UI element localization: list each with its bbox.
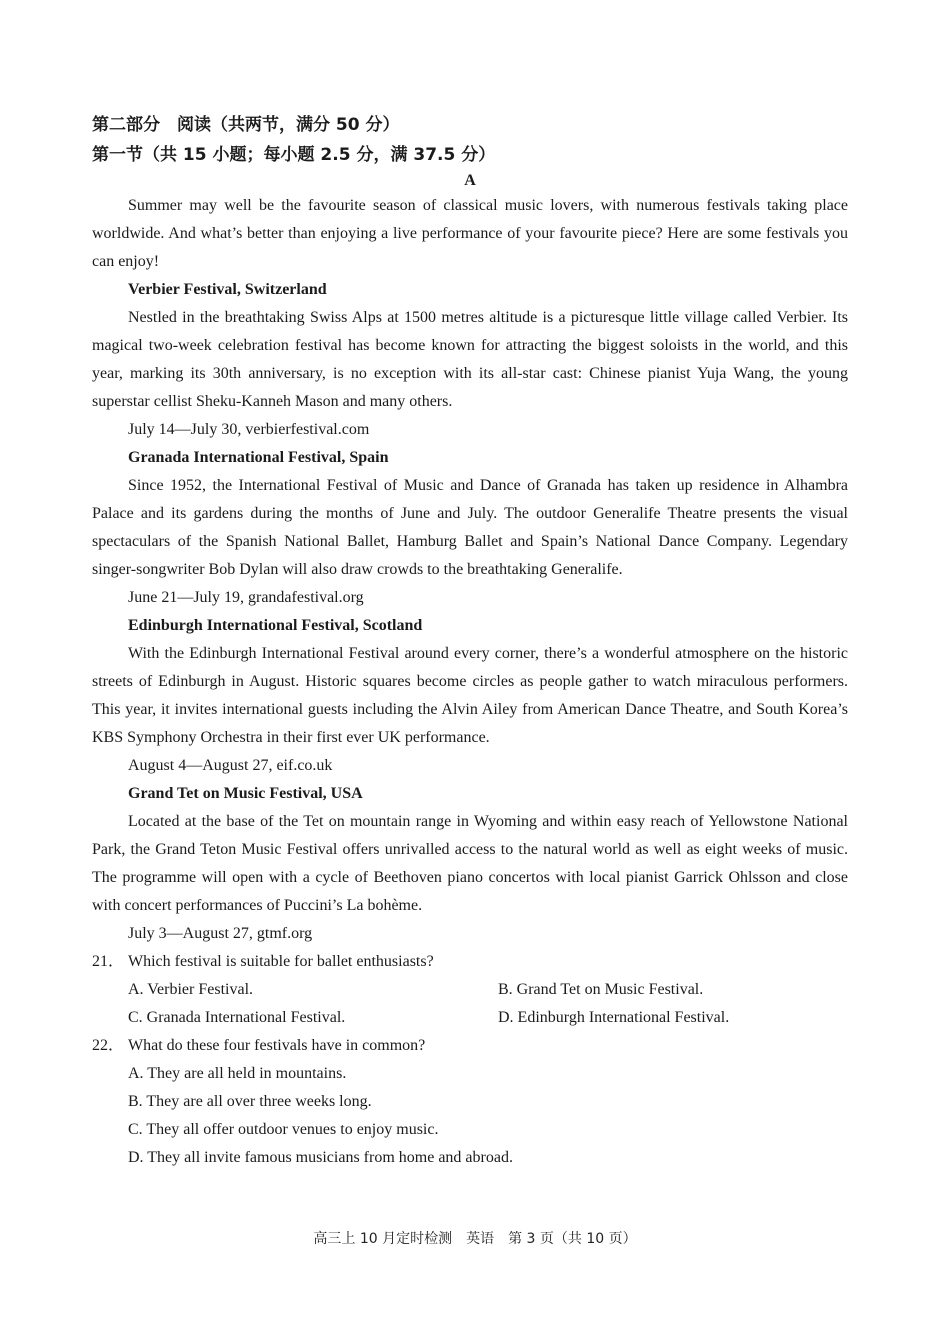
festival-name: Granada International Festival, Spain [128, 449, 389, 466]
festival-text: Since 1952, the International Festival of Music and Dance of Granada has taken up residence in Alhambra Palace and its gardens during the months of June and July. The outdoor Generalife Theatre presents the visual spectaculars of the Spanish National Ballet, Hamburg Ballet and Spain’s National Dance Company. Legendary singer-songwriter Bob Dylan will also draw crowds to the breathtaking Generalife. [92, 477, 848, 578]
festival-text: Nestled in the breathtaking Swiss Alps at 1500 metres altitude is a picturesque little village called Verbier. Its magical two-week celebration festival has become known for attracting the biggest soloists in the world, and this year, marking its 30th anniversary, is no exception with its all-star cast: Chinese pianist Yuja Wang, the young superstar cellist Sheku-Kanneh Mason and many others. [92, 309, 848, 410]
question-number: 21． [92, 953, 125, 970]
part-heading: 第二部分 阅读（共两节，满分 50 分） [92, 115, 400, 135]
festival-granada [92, 444, 848, 612]
festival-edinburgh [92, 612, 848, 780]
festival-dates: August 4—August 27, eif.co.uk [128, 757, 333, 774]
question-stem: What do these four festivals have in common? [128, 1037, 426, 1054]
passage-letter: A [464, 172, 476, 189]
option-b[interactable]: B. Grand Tet on Music Festival. [498, 981, 704, 998]
option-c[interactable]: C. They all offer outdoor venues to enjoy music. [128, 1121, 439, 1138]
option-d[interactable]: D. Edinburgh International Festival. [498, 1009, 730, 1026]
festival-text: Located at the base of the Tet on mountain range in Wyoming and within easy reach of Yellowstone National Park, the Grand Teton Music Festival offers unrivalled access to the natural world as well as eight weeks of music. The programme will open with a cycle of Beethoven piano concertos with local pianist Garrick Ohlsson and close with concert performances of Puccini’s La bohème. [92, 813, 848, 914]
festival-verbier [92, 276, 848, 444]
question-21 [92, 948, 848, 1032]
option-d[interactable]: D. They all invite famous musicians from home and abroad. [128, 1149, 513, 1166]
option-a[interactable]: A. They are all held in mountains. [128, 1065, 347, 1082]
festival-name: Grand Tet on Music Festival, USA [128, 785, 363, 802]
festival-text: With the Edinburgh International Festival around every corner, there’s a wonderful atmosphere on the historic streets of Edinburgh in August. Historic squares become circles as people gather to watch miraculous performers. This year, it invites international guests including the Alvin Ailey from American Dance Theatre, and South Korea’s KBS Symphony Orchestra in their first ever UK performance. [92, 645, 848, 746]
option-b[interactable]: B. They are all over three weeks long. [128, 1093, 372, 1110]
page-footer: 高三上 10 月定时检测 英语 第 3 页（共 10 页） [313, 1231, 637, 1247]
option-a[interactable]: A. Verbier Festival. [128, 981, 254, 998]
question-stem: Which festival is suitable for ballet enthusiasts? [128, 953, 434, 970]
festival-grand-teton [92, 780, 848, 948]
festival-name: Edinburgh International Festival, Scotland [128, 617, 423, 634]
reading-section [92, 110, 848, 1172]
question-number: 22． [92, 1037, 125, 1054]
festival-dates: July 3—August 27, gtmf.org [128, 925, 313, 942]
question-22 [92, 1032, 848, 1172]
festival-dates: July 14—July 30, verbierfestival.com [128, 421, 370, 438]
festival-name: Verbier Festival, Switzerland [128, 281, 327, 298]
options-grid [92, 976, 848, 1032]
passage-intro: Summer may well be the favourite season of classical music lovers, with numerous festivals taking place worldwide. And what’s better than enjoying a live performance of your favourite piece? Here are some festivals you can enjoy! [92, 197, 848, 270]
section-heading: 第一节（共 15 小题；每小题 2.5 分，满 37.5 分） [92, 145, 496, 165]
festival-dates: June 21—July 19, grandafestival.org [128, 589, 364, 606]
option-c[interactable]: C. Granada International Festival. [128, 1009, 346, 1026]
